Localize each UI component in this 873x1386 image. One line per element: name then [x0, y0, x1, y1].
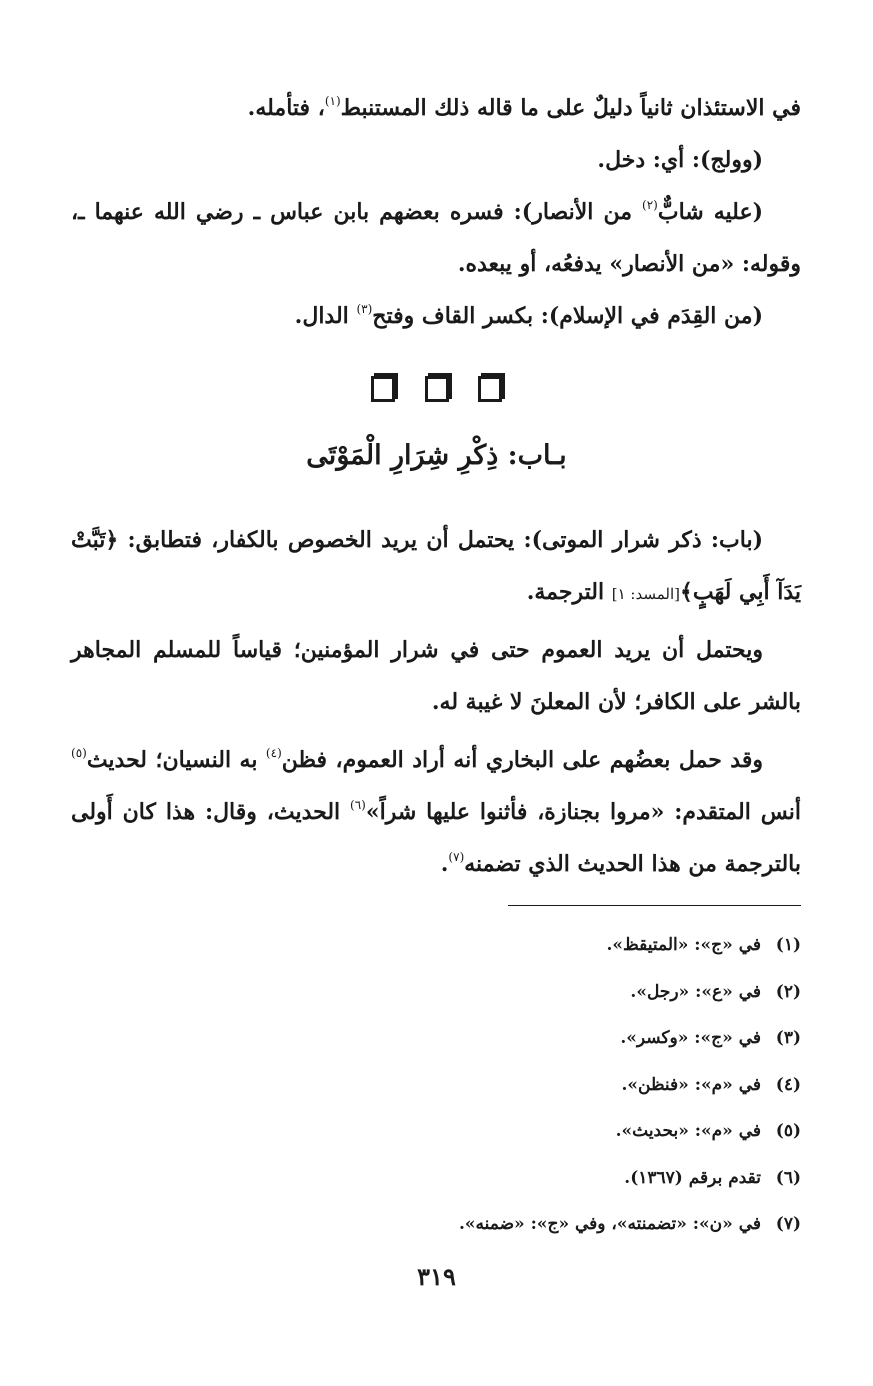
footnote-item	[71, 1108, 801, 1155]
verse-reference: [المسد: ١]	[611, 585, 680, 603]
paragraph	[71, 290, 801, 342]
footnote-item	[71, 1015, 801, 1062]
paragraph-text: أنس المتقدم: «مروا بجنازة، فأثنوا عليها شراً»	[365, 799, 801, 825]
ornament-square-icon	[478, 376, 502, 402]
footnote-ref: (٢)	[642, 198, 658, 212]
footnote-item	[71, 1201, 801, 1248]
paragraph	[71, 734, 801, 890]
footnote-ref: (١)	[324, 94, 341, 108]
paragraph-text: به النسيان؛ لحديث	[86, 747, 266, 773]
footnotes-list	[71, 922, 801, 1248]
paragraph	[71, 186, 801, 290]
footnote-item	[71, 969, 801, 1016]
footnote-number: (١)	[775, 935, 801, 955]
section-divider-ornament	[0, 376, 873, 406]
footnote-item	[71, 1062, 801, 1109]
footnote-number: (٣)	[775, 1028, 801, 1048]
ornament-square-icon	[371, 376, 395, 402]
quran-verse: ﴿تَبَّتْ يَدَآ أَبِي لَهَبٍ﴾	[71, 527, 801, 605]
footnote-number: (٢)	[775, 981, 801, 1002]
paragraph-text: الحديث، وقال: هذا كان أَولى بالترجمة من هذا الحديث الذي تضمنه	[71, 799, 801, 877]
footnote-text: في «م»: «بحديث».	[615, 1121, 761, 1141]
commentary-section-top	[71, 82, 801, 342]
paragraph	[71, 514, 801, 620]
footnote-text: في «ع»: «رجل».	[630, 981, 761, 1002]
paragraph-text: .	[440, 851, 449, 877]
footnote-ref: (٣)	[356, 302, 373, 316]
paragraph-text: في الاستئذان ثانياً دليلٌ على ما قاله ذلك المستنبط	[340, 95, 801, 121]
paragraph-text: الدال.	[294, 303, 357, 329]
paragraph	[71, 624, 801, 728]
footnote-text: في «ج»: «المتيقظ».	[606, 935, 761, 955]
paragraph-text: (وولج): أي: دخل.	[597, 147, 763, 173]
paragraph	[71, 82, 801, 134]
footnote-number: (٦)	[775, 1167, 801, 1188]
footnote-text: تقدم برقم (١٣٦٧).	[624, 1167, 761, 1188]
footnote-ref: (٥)	[71, 746, 87, 760]
footnote-text: في «ن»: «تضمنته»، وفي «ج»: «ضمنه».	[459, 1214, 761, 1234]
footnote-ref: (٤)	[265, 746, 282, 760]
chapter-heading: بـاب: ذِكْرِ شِرَارِ الْمَوْتَى	[306, 440, 567, 471]
footnote-number: (٥)	[775, 1121, 801, 1141]
footnote-ref: (٦)	[350, 798, 366, 812]
footnote-separator	[508, 905, 801, 906]
footnote-number: (٤)	[775, 1074, 801, 1095]
commentary-paragraph-block	[71, 734, 801, 890]
footnote-text: في «م»: «فنظن».	[621, 1074, 761, 1095]
paragraph-text: الترجمة.	[526, 579, 612, 605]
paragraph-text: (من القِدَم في الإسلام): بكسر القاف وفتح	[372, 303, 763, 329]
paragraph-text: (باب: ذكر شرار الموتى): يحتمل أن يريد الخصوص بالكفار، فتطابق:	[118, 527, 763, 553]
paragraph	[71, 134, 801, 186]
paragraph-text: ويحتمل أن يريد العموم حتى في شرار المؤمنين؛ قياساً للمسلم المجاهر بالشر على الكافر؛ لأن المعلنَ لا غيبة له.	[71, 637, 801, 715]
paragraph-text: ، فتأمله.	[247, 95, 325, 121]
ornament-square-icon	[425, 376, 449, 402]
footnote-item	[71, 922, 801, 969]
paragraph-text: من الأنصار): فسره بعضهم بابن عباس ـ رضي الله عنهما ـ، وقوله: «من الأنصار» يدفعُه، أو يبعده.	[71, 199, 801, 277]
page-number: ٣١٩	[417, 1262, 456, 1291]
footnote-ref: (٧)	[448, 850, 465, 864]
footnote-text: في «ج»: «وكسر».	[620, 1028, 761, 1048]
paragraph-text: (عليه شابٌّ	[657, 199, 764, 225]
footnote-number: (٧)	[775, 1214, 801, 1234]
commentary-section-chapter	[71, 514, 801, 620]
footnote-item	[71, 1155, 801, 1202]
paragraph-text: وقد حمل بعضُهم على البخاري أنه أراد العموم، فظن	[281, 747, 763, 773]
commentary-paragraph-block	[71, 624, 801, 728]
